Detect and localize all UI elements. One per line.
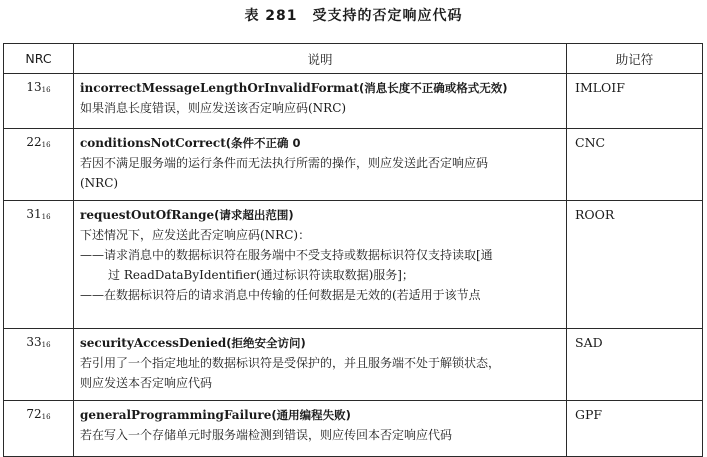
nrc-code: 33 xyxy=(26,335,42,349)
mnemonic-cell: IMLOIF xyxy=(567,74,703,129)
description-line: ——请求消息中的数据标识符在服务端中不受支持或数据标识符仅支持读取[通 xyxy=(80,248,493,262)
nrc-code: 13 xyxy=(26,80,42,94)
header-description: 说明 xyxy=(74,44,567,74)
nrc-code: 72 xyxy=(26,407,42,421)
nrc-name-en: generalProgrammingFailure xyxy=(80,408,272,422)
description-line: ——在数据标识符后的请求消息中传输的任何数据是无效的(若适用于该节点 xyxy=(80,288,481,302)
description-line: 若引用了一个指定地址的数据标识符是受保护的，并且服务端不处于解锁状态， xyxy=(80,356,501,370)
description-cell xyxy=(74,201,567,329)
nrc-name xyxy=(80,405,560,425)
nrc-code-cell xyxy=(4,74,74,129)
nrc-name-en: requestOutOfRange xyxy=(80,208,215,222)
nrc-name xyxy=(80,333,560,353)
nrc-code: 22 xyxy=(26,135,42,149)
nrc-name-cn: (条件不正确 0 xyxy=(225,136,301,150)
mnemonic-cell: ROOR xyxy=(567,201,703,329)
description-line: 如果消息长度错误，则应发送该否定响应码(NRC) xyxy=(80,101,347,115)
description-cell xyxy=(74,129,567,201)
nrc-base: 16 xyxy=(41,341,51,349)
mnemonic-cell: CNC xyxy=(567,129,703,201)
table-row xyxy=(4,329,703,401)
mnemonic-cell: GPF xyxy=(567,401,703,457)
nrc-base: 16 xyxy=(41,413,51,421)
description-line: 过 ReadDataByIdentifier(通过标识符读取数据)服务]； xyxy=(108,268,414,282)
nrc-name-en: securityAccessDenied xyxy=(80,336,227,350)
nrc-name-cn: (请求超出范围) xyxy=(214,208,294,222)
nrc-name-cn: (拒绝安全访问) xyxy=(226,336,306,350)
table-title: 表 281 受支持的否定响应代码 xyxy=(244,8,463,24)
table-row xyxy=(4,74,703,129)
nrc-base: 16 xyxy=(41,141,51,149)
description-cell xyxy=(74,74,567,129)
nrc-code: 31 xyxy=(26,207,42,221)
description-line: 若在写入一个存储单元时服务端检测到错误，则应传回本否定响应代码 xyxy=(80,428,453,442)
header-row xyxy=(4,44,703,74)
description-line: 则应发送本否定响应代码 xyxy=(80,376,213,390)
table-row xyxy=(4,401,703,457)
header-nrc: NRC xyxy=(4,44,74,74)
nrc-name-cn: (通用编程失败) xyxy=(271,408,351,422)
table-row xyxy=(4,201,703,329)
nrc-name xyxy=(80,78,560,98)
mnemonic-cell: SAD xyxy=(567,329,703,401)
nrc-name-en: conditionsNotCorrect xyxy=(80,136,226,150)
header-mnemonic: 助记符 xyxy=(567,44,703,74)
table-row xyxy=(4,129,703,201)
description-cell xyxy=(74,401,567,457)
nrc-code-cell xyxy=(4,201,74,329)
nrc-name-en: incorrectMessageLengthOrInvalidFormat xyxy=(80,81,359,95)
nrc-table xyxy=(3,43,703,457)
nrc-code-cell xyxy=(4,129,74,201)
description-cell xyxy=(74,329,567,401)
description-line: 若因不满足服务端的运行条件而无法执行所需的操作，则应发送此否定响应码 xyxy=(80,156,489,170)
nrc-base: 16 xyxy=(41,213,51,221)
description-line: 下述情况下，应发送此否定响应码(NRC)： xyxy=(80,228,311,242)
nrc-name xyxy=(80,205,560,225)
nrc-name xyxy=(80,133,560,153)
nrc-code-cell xyxy=(4,401,74,457)
nrc-base: 16 xyxy=(41,86,51,94)
nrc-name-cn: (消息长度不正确或格式无效) xyxy=(358,81,508,95)
nrc-code-cell xyxy=(4,329,74,401)
description-line: (NRC) xyxy=(80,176,119,190)
